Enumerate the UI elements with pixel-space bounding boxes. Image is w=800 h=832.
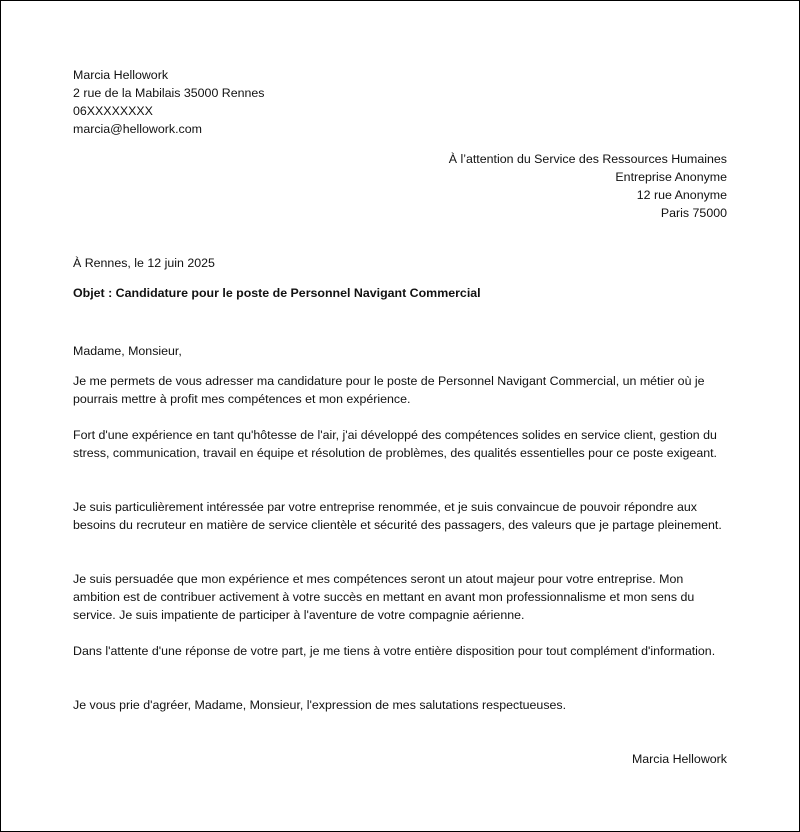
sender-name: Marcia Hellowork <box>73 68 169 82</box>
paragraph-4: Je suis persuadée que mon expérience et mes compétences seront un atout majeur pour votre entreprise. Mon ambition est de contribuer activement à votre succès en mettant en avant mon professionnalisme et mon sens du service. Je suis impatiente de participer à l'aventure de votre compagnie aérienne. <box>73 572 695 622</box>
recipient-street: 12 rue Anonyme <box>636 188 727 202</box>
signature: Marcia Hellowork <box>631 752 727 766</box>
recipient-company: Entreprise Anonyme <box>615 170 727 184</box>
subject-line: Objet : Candidature pour le poste de Personnel Navigant Commercial <box>73 286 481 300</box>
recipient-city: Paris 75000 <box>660 206 727 220</box>
sender-email: marcia@hellowork.com <box>73 122 202 136</box>
paragraph-2: Fort d'une expérience en tant qu'hôtesse de l'air, j'ai développé des compétences solides en service client, gestion du stress, communication, travail en équipe et résolution de problèmes, des qualités essentielles pour ce poste exigeant. <box>73 428 717 460</box>
sender-phone: 06XXXXXXXX <box>73 104 153 118</box>
paragraph-3: Je suis particulièrement intéressée par votre entreprise renommée, et je suis convaincue de pouvoir répondre aux besoins du recruteur en matière de service clientèle et sécurité des passagers, des valeurs que je partage pleinement. <box>73 500 722 532</box>
date-line: À Rennes, le 12 juin 2025 <box>73 256 215 270</box>
paragraph-1: Je me permets de vous adresser ma candidature pour le poste de Personnel Navigant Commercial, un métier où je pourrais mettre à profit mes compétences et mon expérience. <box>73 374 705 406</box>
paragraph-5: Dans l'attente d'une réponse de votre part, je me tiens à votre entière disposition pour tout complément d'information. <box>73 644 716 658</box>
paragraph-6: Je vous prie d'agréer, Madame, Monsieur, l'expression de mes salutations respectueuses. <box>73 698 567 712</box>
salutation: Madame, Monsieur, <box>73 344 182 358</box>
sender-address: 2 rue de la Mabilais 35000 Rennes <box>73 86 265 100</box>
recipient-attention: À l’attention du Service des Ressources Humaines <box>448 152 727 166</box>
